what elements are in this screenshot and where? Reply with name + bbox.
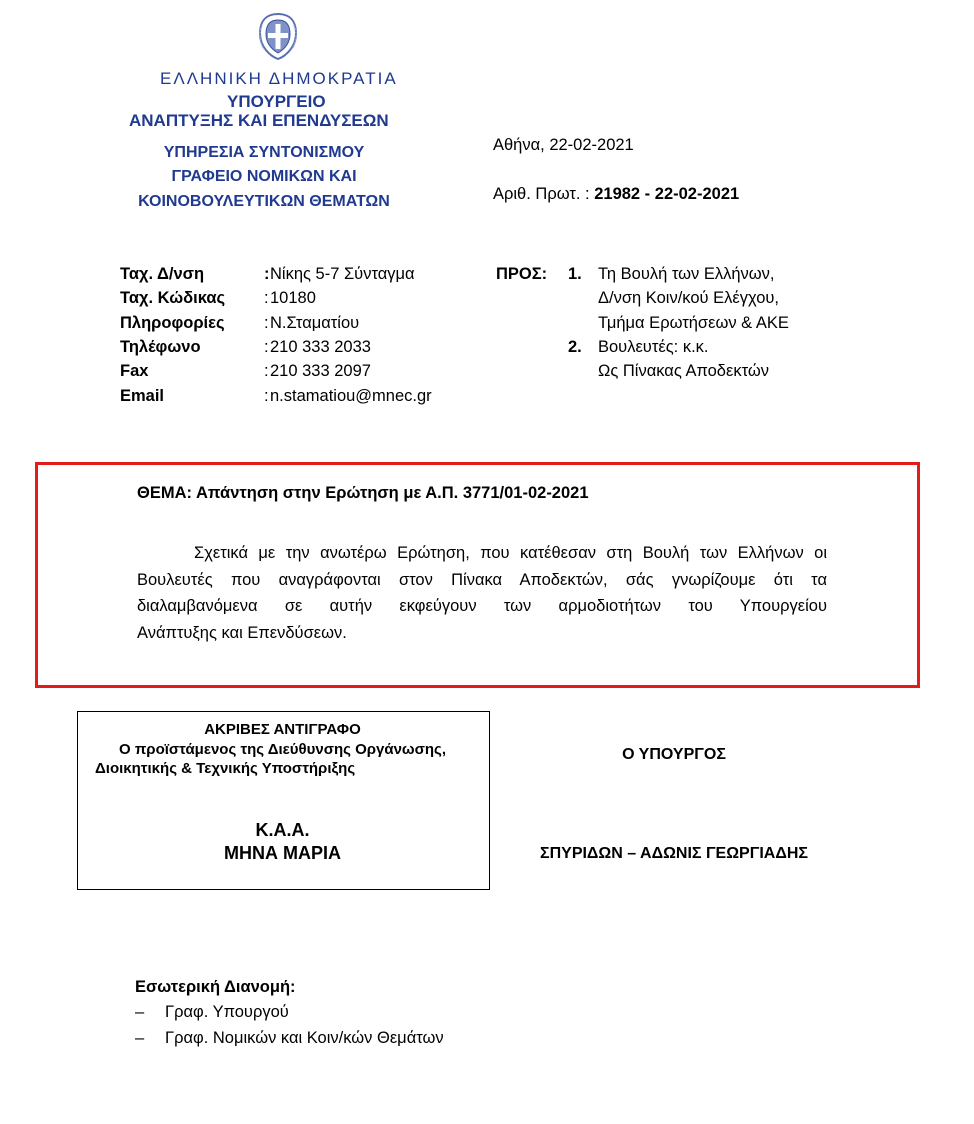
recipient-line: Δ/νση Κοιν/κού Ελέγχου, (598, 289, 779, 307)
recipient-line: Τμήμα Ερωτήσεων & ΑΚΕ (598, 314, 789, 332)
distribution-bullet: – (135, 1029, 145, 1047)
distribution-bullet: – (135, 1003, 145, 1021)
protocol-label: Αριθ. Πρωτ. : (493, 185, 595, 203)
contact-label: Ταχ. Δ/νση (120, 265, 205, 283)
body-paragraph (137, 540, 827, 646)
copy-signer-role-2: Διοικητικής & Τεχνικής Υποστήριξης (95, 760, 356, 777)
recipient-line: Τη Βουλή των Ελλήνων, (598, 265, 775, 283)
copy-signer-prefix: Κ.Α.Α. (255, 820, 310, 840)
contact-separator: : (264, 338, 269, 356)
certified-copy-title: ΑΚΡΙΒΕΣ ΑΝΤΙΓΡΑΦΟ (204, 721, 361, 738)
contact-value: 210 333 2033 (270, 338, 371, 356)
recipient-line: Ως Πίνακας Αποδεκτών (598, 362, 769, 380)
distribution-item: Γραφ. Υπουργού (165, 1003, 289, 1021)
ministry-line-2: ΑΝΑΠΤΥΞΗΣ ΚΑΙ ΕΠΕΝΔΥΣΕΩΝ (129, 111, 389, 130)
contact-value: Νίκης 5-7 Σύνταγμα (270, 265, 415, 283)
body-line: Βουλευτές που αναγράφονται στον Πίνακα Αποδεκτών, σάς γνωρίζουμε ότι τα (137, 570, 827, 589)
contact-value: Ν.Σταματίου (270, 314, 360, 332)
minister-title: Ο ΥΠΟΥΡΓΟΣ (622, 746, 726, 763)
service-line-1: ΥΠΗΡΕΣΙΑ ΣΥΝΤΟΝΙΣΜΟΥ (163, 144, 365, 161)
greek-coat-of-arms-icon (256, 11, 300, 61)
distribution-item: Γραφ. Νομικών και Κοιν/κών Θεμάτων (165, 1029, 444, 1047)
minister-name: ΣΠΥΡΙΔΩΝ – ΑΔΩΝΙΣ ΓΕΩΡΓΙΑΔΗΣ (539, 845, 808, 862)
date-line: Αθήνα, 22-02-2021 (493, 136, 634, 154)
ministry-line-1: ΥΠΟΥΡΓΕΙΟ (227, 92, 326, 111)
contact-label: Email (120, 387, 165, 405)
recipient-number: 2. (568, 338, 582, 356)
contact-label: Τηλέφωνο (120, 338, 201, 356)
recipients-label: ΠΡΟΣ: (496, 265, 548, 283)
recipient-line: Βουλευτές: κ.κ. (598, 338, 709, 356)
country-name: ΕΛΛΗΝΙΚΗ ΔΗΜΟΚΡΑΤΙΑ (160, 69, 398, 88)
contact-label: Πληροφορίες (120, 314, 225, 332)
protocol-number (493, 185, 739, 204)
subject-line: ΘΕΜΑ: Απάντηση στην Ερώτηση με Α.Π. 3771/01-02-2021 (137, 484, 589, 502)
contact-separator: : (264, 362, 269, 380)
contact-separator: : (264, 265, 270, 283)
contact-separator: : (264, 289, 269, 307)
distribution-title: Εσωτερική Διανομή: (135, 978, 296, 996)
service-line-3: ΚΟΙΝΟΒΟΥΛΕΥΤΙΚΩΝ ΘΕΜΑΤΩΝ (138, 193, 390, 210)
contact-separator: : (264, 314, 269, 332)
email-link[interactable]: n.stamatiou@mnec.gr (270, 387, 432, 405)
body-line: διαλαμβανόμενα σε αυτήν εκφεύγουν των αρμοδιοτήτων του Υπουργείου (137, 597, 827, 615)
contact-value: 10180 (270, 289, 316, 307)
contact-value: 210 333 2097 (270, 362, 371, 380)
service-line-2: ΓΡΑΦΕΙΟ ΝΟΜΙΚΩΝ ΚΑΙ (171, 168, 357, 185)
copy-signer-role-1: Ο προϊστάμενος της Διεύθυνσης Οργάνωσης, (118, 741, 446, 758)
protocol-value: 21982 - 22-02-2021 (594, 185, 740, 203)
body-line: Σχετικά με την ανωτέρω Ερώτηση, που κατέθεσαν στη Βουλή των Ελλήνων οι (194, 544, 827, 562)
contact-label: Fax (120, 362, 149, 380)
recipient-number: 1. (568, 265, 582, 283)
copy-signer-name: ΜΗΝΑ ΜΑΡΙΑ (224, 843, 341, 863)
body-line: Ανάπτυξης και Επενδύσεων. (137, 623, 347, 642)
contact-label: Ταχ. Κώδικας (120, 289, 226, 307)
contact-separator: : (264, 387, 269, 405)
